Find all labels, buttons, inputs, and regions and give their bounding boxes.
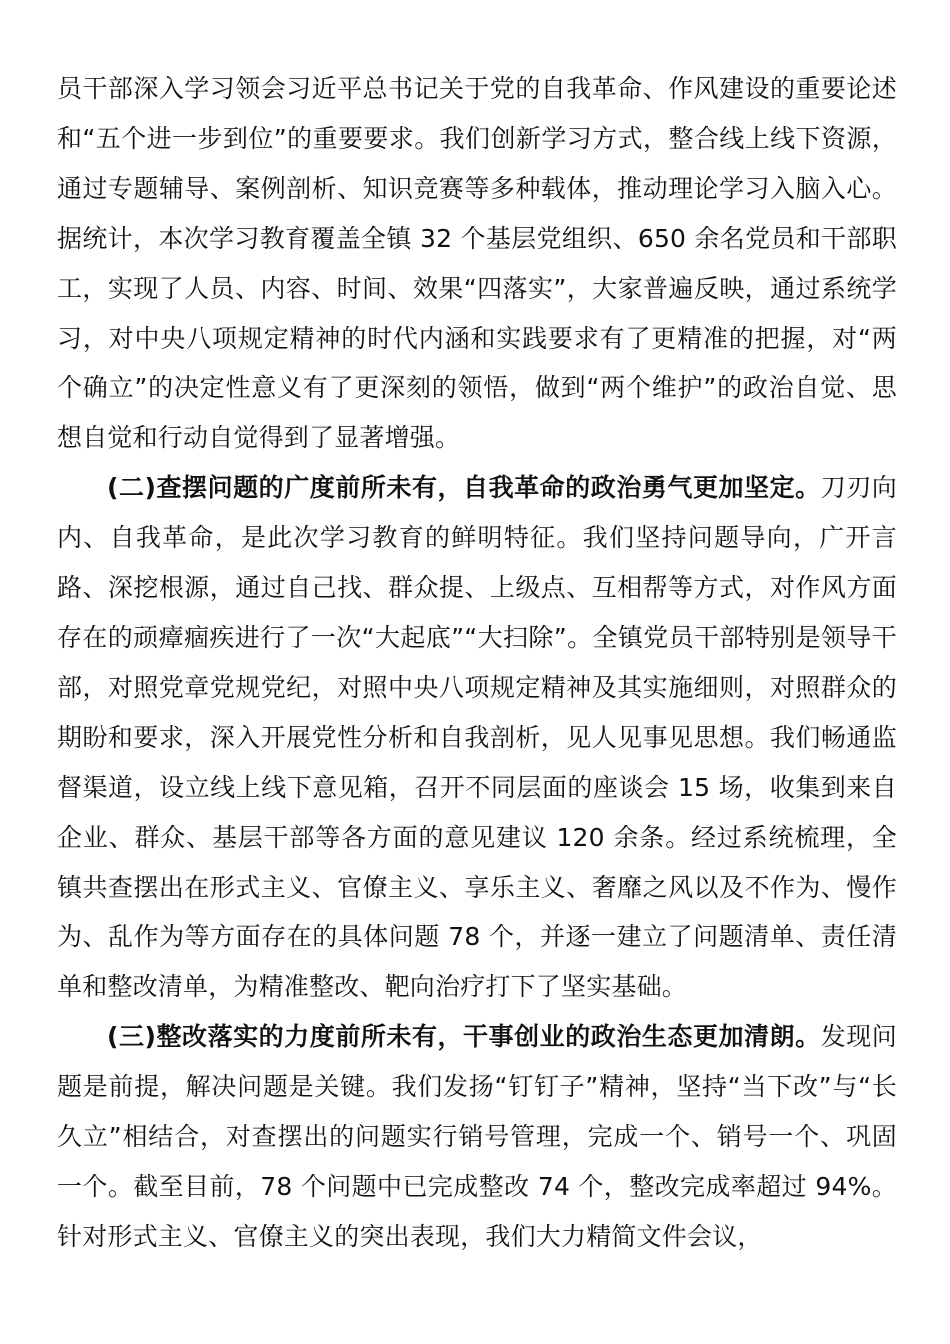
- paragraph-1: [57, 64, 897, 463]
- document-body: [57, 64, 897, 1262]
- paragraph-3-text: 发现问题是前提，解决问题是关键。我们发扬“钉钉子”精神，坚持“当下改”与“长久立”相结合，对查摆出的问题实行销号管理，完成一个、销号一个、巩固一个。截至目前，78 个问题中已完成整改 74 个，整改完成率超过 94%。针对形式主义、官僚主义的突出表现，我们大力精简文件会议，: [57, 1022, 897, 1251]
- paragraph-1-text: 员干部深入学习领会习近平总书记关于党的自我革命、作风建设的重要论述和“五个进一步到位”的重要要求。我们创新学习方式，整合线上线下资源，通过专题辅导、案例剖析、知识竞赛等多种载体，推动理论学习入脑入心。据统计，本次学习教育覆盖全镇 32 个基层党组织、650 余名党员和干部职工，实现了人员、内容、时间、效果“四落实”，大家普遍反映，通过系统学习，对中央八项规定精神的时代内涵和实践要求有了更精准的把握，对“两个确立”的决定性意义有了更深刻的领悟，做到“两个维护”的政治自觉、思想自觉和行动自觉得到了显著增强。: [57, 74, 897, 453]
- paragraph-3: [57, 1012, 897, 1262]
- paragraph-2-lead: (二)查摆问题的广度前所未有，自我革命的政治勇气更加坚定。: [107, 473, 821, 503]
- paragraph-2: [57, 463, 897, 1012]
- paragraph-2-text: 刀刃向内、自我革命，是此次学习教育的鲜明特征。我们坚持问题导向，广开言路、深挖根源，通过自己找、群众提、上级点、互相帮等方式，对作风方面存在的顽瘴痼疾进行了一次“大起底”“大扫除”。全镇党员干部特别是领导干部，对照党章党规党纪，对照中央八项规定精神及其实施细则，对照群众的期盼和要求，深入开展党性分析和自我剖析，见人见事见思想。我们畅通监督渠道，设立线上线下意见箱，召开不同层面的座谈会 15 场，收集到来自企业、群众、基层干部等各方面的意见建议 120 余条。经过系统梳理，全镇共查摆出在形式主义、官僚主义、享乐主义、奢靡之风以及不作为、慢作为、乱作为等方面存在的具体问题 78 个，并逐一建立了问题清单、责任清单和整改清单，为精准整改、靶向治疗打下了坚实基础。: [57, 473, 897, 1002]
- paragraph-3-lead: (三)整改落实的力度前所未有，干事创业的政治生态更加清朗。: [107, 1022, 821, 1052]
